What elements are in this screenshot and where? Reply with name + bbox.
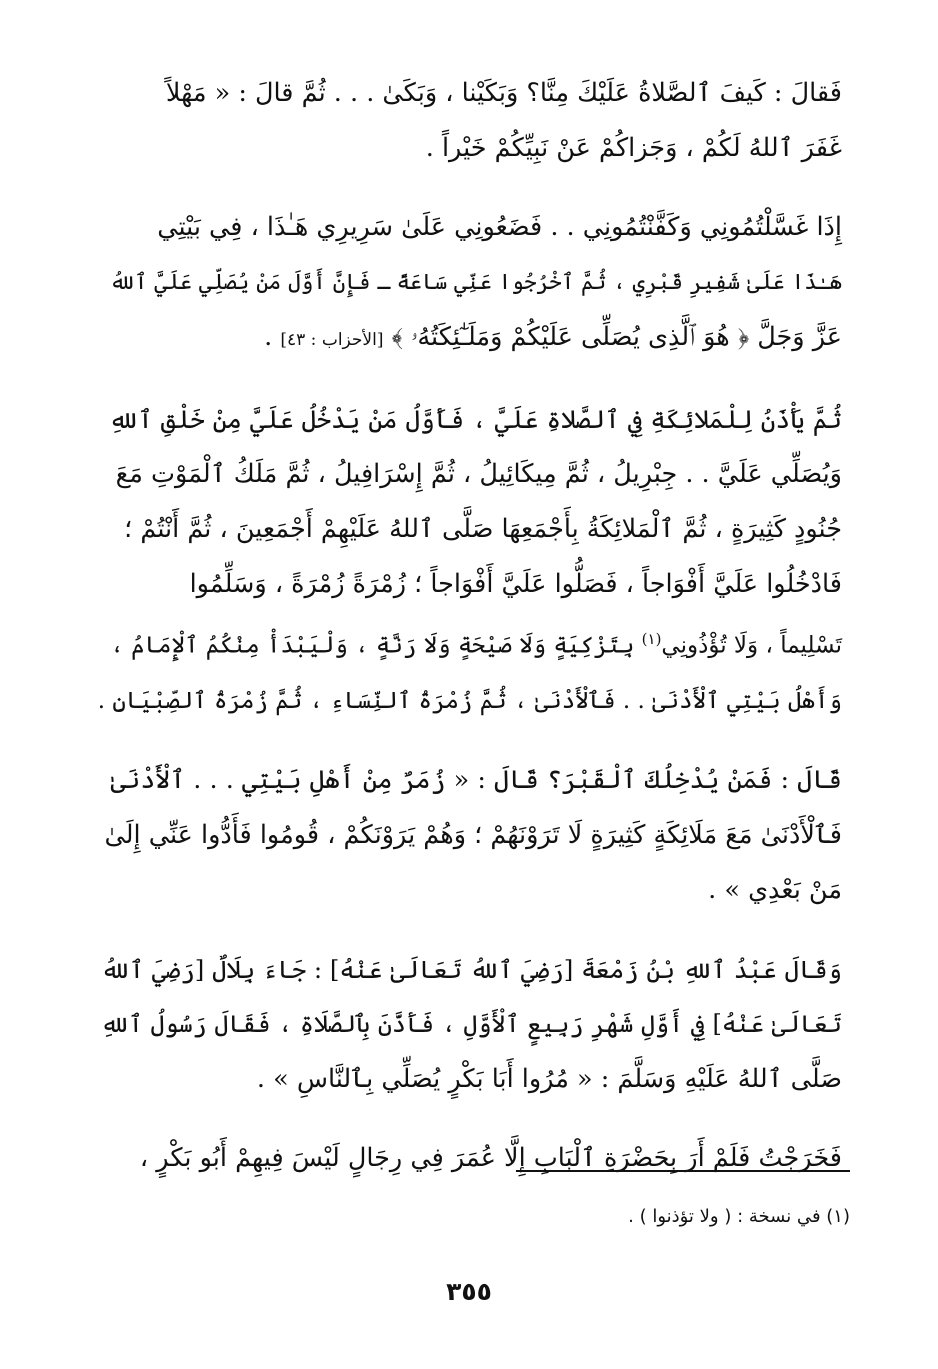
text-line: وَيُصَلِّي عَلَيَّ . . جِبْرِيلُ ، ثُمَّ مِيكَائِيلُ ، ثُمَّ إِسْرَافِيلُ ، ثُمَّ مَلَكُ ٱلْمَوْتِ مَعَ	[115, 459, 842, 489]
text-line: فَٱلْأَدْنَىٰ مَعَ مَلَائِكَةٍ كَثِيرَةٍ لَا تَرَوْنَهُمْ ؛ وَهُمْ يَرَوْنَكُمْ ، قُومُوا فَأَدُّوا عَنِّي إِلَىٰ	[104, 819, 842, 850]
text-line-with-reference	[96, 310, 842, 368]
text-line: ثُمَّ يَأْذَنُ لِلْمَلائِكَةِ فِي ٱلصَّلاةِ عَلَيَّ ، فَأَوَّلُ مَنْ يَدْخُلُ عَلَيَّ مِنْ خَلْقِ ٱللهِ	[108, 405, 842, 434]
text-line: صَلَّى ٱللهُ عَلَيْهِ وَسَلَّمَ : « مُرُوا أَبَا بَكْرٍ يُصَلِّي بِٱلنَّاسِ » .	[256, 1063, 842, 1094]
page-number: ٣٥٥	[446, 1277, 492, 1306]
text-before-footnote: تَسْلِيماً ، وَلَا تُؤْذُونِي	[661, 632, 842, 659]
paragraph-2	[96, 200, 842, 368]
text-line: وَقَالَ عَبْدُ ٱللهِ بْنُ زَمْعَةَ [رَضِيَ ٱللهُ تَعَالَىٰ عَنْهُ] : جَاءَ بِلَالٌ [رَضِيَ ٱللهُ	[100, 954, 842, 984]
footnote-divider	[516, 1170, 850, 1172]
text-line: مَنْ بَعْدِي » .	[708, 874, 842, 905]
text-line: فَادْخُلُوا عَلَيَّ أَفْوَاجاً ، فَصَلُّوا عَلَيَّ أَفْوَاجاً ؛ زُمْرَةً زُمْرَةً ، وَسَلِّمُوا	[189, 569, 842, 599]
footnote-marker[interactable]: (١)	[641, 630, 662, 648]
verse-reference: [الأحزاب : ٤٣]	[280, 330, 384, 350]
text-line-with-footnote	[96, 612, 842, 674]
text-line: فَخَرَجْتُ فَلَمْ أَرَ بِحَضْرَةِ ٱلْبَابِ إِلَّا عُمَرَ فِي رِجَالٍ لَيْسَ فِيهِمْ أَبُو بَكْرٍ ،	[139, 1142, 842, 1173]
footnote: (١) في نسخة : ( ولا تؤذنوا ) .	[628, 1206, 850, 1227]
text-line: وَأَهْلُ بَيْتِي ٱلْأَدْنَىٰ . . فَٱلْأَدْنَىٰ ، ثُمَّ زُمْرَةُ ٱلنِّسَاءِ ، ثُمَّ زُمْرَةُ ٱلصِّبْيَانِ .	[97, 687, 842, 714]
text-line: إِذَا غَسَّلْتُمُونِي وَكَفَّنْتُمُونِي . . فَضَعُونِي عَلَىٰ سَرِيرِي هَـٰذَا ، فِي بَيْتِي	[157, 212, 842, 242]
paragraph-1	[96, 66, 842, 176]
quran-verse: عَزَّ وَجَلَّ ﴿ هُوَ ٱلَّذِى يُصَلِّى عَلَيْكُمْ وَمَلَـٰٓئِكَتُهُۥ ﴾	[391, 322, 842, 352]
text-line: تَعَالَىٰ عَنْهُ] فِي أَوَّلِ شَهْرِ رَبِيعٍ ٱلْأَوَّلِ ، فَأَذَّنَ بِٱلصَّلَاةِ ، فَقَالَ رَسُولُ ٱللهِ	[100, 1009, 842, 1038]
text-line: جُنُودٍ كَثِيرَةٍ ، ثُمَّ ٱلْمَلائِكَةُ بِأَجْمَعِهَا صَلَّى ٱللهُ عَلَيْهِمْ أَجْمَعِينَ ، ثُمَّ أَنْتُمْ ؛	[124, 514, 842, 544]
paragraph-3	[96, 392, 842, 729]
paragraph-4	[96, 753, 842, 918]
text-line: غَفَرَ ٱللهُ لَكُمْ ، وَجَزاكُمْ عَنْ نَبِيِّكُمْ خَيْراً .	[425, 133, 842, 163]
text-after-footnote: بِتَزْكِيَةٍ وَلَا صَيْحَةٍ وَلَا رَنَّةٍ ، وَلْيَبْدَأْ مِنْكُمُ ٱلْإِمَامُ ،	[110, 632, 642, 659]
text-line: هَـٰذَا عَلَىٰ شَفِيرِ قَبْرِي ، ثُمَّ ٱخْرُجُوا عَنِّي سَاعَةً ـ فَإِنَّ أَوَّلَ مَنْ يُصَلِّي عَلَيَّ ٱللهُ	[109, 270, 842, 295]
paragraph-6	[96, 1131, 842, 1186]
text-line: فَقالَ : كَيفَ ٱلصَّلاةُ عَلَيْكَ مِنَّا؟ وَبَكَيْنا ، وَبَكَىٰ . . . ثُمَّ قالَ : « مَهْلاً	[165, 78, 842, 108]
paragraph-5	[96, 942, 842, 1107]
line-end-punct: .	[264, 322, 273, 352]
text-line: قَالَ : فَمَنْ يُدْخِلُكَ ٱلْقَبْرَ؟ قَالَ : « زُمَرٌ مِنْ أَهْلِ بَيْتِي . . . ٱلْأَدْنَىٰ	[110, 764, 842, 795]
